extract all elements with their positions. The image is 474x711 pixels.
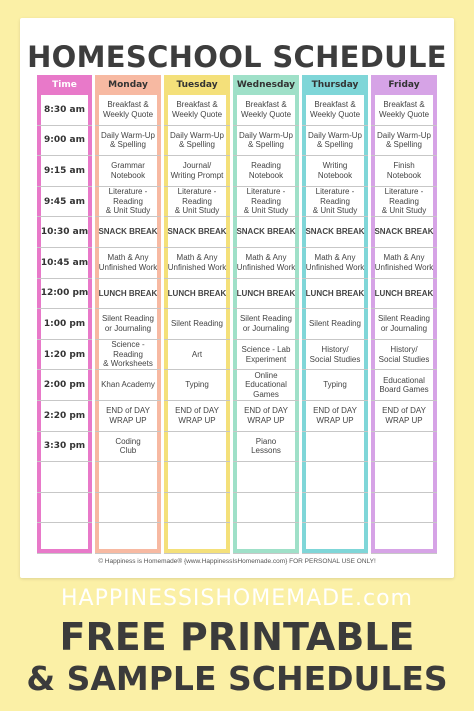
schedule-cell-wednesday: Piano Lessons	[233, 432, 299, 463]
time-cell: 8:30 am	[37, 95, 92, 126]
schedule-cell-monday	[95, 493, 161, 524]
schedule-cell-monday: Literature - Reading & Unit Study	[95, 187, 161, 218]
schedule-cell-wednesday: Literature - Reading & Unit Study	[233, 187, 299, 218]
schedule-cell-monday: LUNCH BREAK	[95, 279, 161, 310]
schedule-card	[20, 18, 454, 578]
schedule-cell-friday	[371, 432, 437, 463]
schedule-cell-friday: SNACK BREAK	[371, 217, 437, 248]
schedule-cell-thursday	[302, 493, 368, 524]
schedule-cell-wednesday: Math & Any Unfinished Work	[233, 248, 299, 279]
schedule-cell-wednesday	[233, 462, 299, 493]
column-header-tuesday: Tuesday	[164, 75, 230, 95]
schedule-cell-friday: Educational Board Games	[371, 370, 437, 401]
copyright-note: © Happiness is Homemade® {www.HappinessIsHomemade.com} FOR PERSONAL USE ONLY!	[98, 558, 376, 565]
schedule-cell-thursday: Writing Notebook	[302, 156, 368, 187]
schedule-cell-monday: Daily Warm-Up & Spelling	[95, 126, 161, 157]
schedule-cell-wednesday: SNACK BREAK	[233, 217, 299, 248]
schedule-cell-thursday: SNACK BREAK	[302, 217, 368, 248]
schedule-cell-friday	[371, 493, 437, 524]
schedule-cell-tuesday: Typing	[164, 370, 230, 401]
schedule-cell-friday: Math & Any Unfinished Work	[371, 248, 437, 279]
schedule-cell-monday: Math & Any Unfinished Work	[95, 248, 161, 279]
schedule-cell-friday: Finish Notebook	[371, 156, 437, 187]
schedule-cell-friday: Breakfast & Weekly Quote	[371, 95, 437, 126]
schedule-cell-wednesday	[233, 523, 299, 554]
schedule-cell-tuesday: SNACK BREAK	[164, 217, 230, 248]
schedule-cell-friday: LUNCH BREAK	[371, 279, 437, 310]
schedule-cell-monday: SNACK BREAK	[95, 217, 161, 248]
schedule-cell-thursday: Typing	[302, 370, 368, 401]
schedule-cell-friday: History/ Social Studies	[371, 340, 437, 371]
schedule-cell-tuesday: Breakfast & Weekly Quote	[164, 95, 230, 126]
time-cell: 10:30 am	[37, 217, 92, 248]
schedule-cell-wednesday	[233, 493, 299, 524]
schedule-cell-monday: Silent Reading or Journaling	[95, 309, 161, 340]
schedule-cell-monday: Khan Academy	[95, 370, 161, 401]
schedule-cell-monday: END of DAY WRAP UP	[95, 401, 161, 432]
schedule-cell-monday: Science - Reading & Worksheets	[95, 340, 161, 371]
schedule-cell-thursday: Daily Warm-Up & Spelling	[302, 126, 368, 157]
schedule-cell-friday: END of DAY WRAP UP	[371, 401, 437, 432]
schedule-cell-tuesday: Journal/ Writing Prompt	[164, 156, 230, 187]
time-cell	[37, 523, 92, 554]
time-cell: 2:00 pm	[37, 370, 92, 401]
schedule-cell-tuesday	[164, 493, 230, 524]
schedule-cell-friday: Literature - Reading & Unit Study	[371, 187, 437, 218]
schedule-table	[37, 75, 437, 554]
schedule-cell-friday: Daily Warm-Up & Spelling	[371, 126, 437, 157]
schedule-cell-friday	[371, 462, 437, 493]
banner-line-2: & SAMPLE SCHEDULES	[26, 659, 448, 698]
schedule-cell-tuesday: Literature - Reading & Unit Study	[164, 187, 230, 218]
schedule-cell-thursday	[302, 462, 368, 493]
time-cell: 1:20 pm	[37, 340, 92, 371]
schedule-cell-wednesday: LUNCH BREAK	[233, 279, 299, 310]
schedule-cell-monday: Coding Club	[95, 432, 161, 463]
schedule-cell-monday: Grammar Notebook	[95, 156, 161, 187]
schedule-cell-monday: Breakfast & Weekly Quote	[95, 95, 161, 126]
time-cell: 2:20 pm	[37, 401, 92, 432]
schedule-cell-thursday: Math & Any Unfinished Work	[302, 248, 368, 279]
time-cell: 12:00 pm	[37, 279, 92, 310]
schedule-cell-thursday: Breakfast & Weekly Quote	[302, 95, 368, 126]
schedule-cell-wednesday: Breakfast & Weekly Quote	[233, 95, 299, 126]
schedule-cell-tuesday: LUNCH BREAK	[164, 279, 230, 310]
time-cell: 10:45 am	[37, 248, 92, 279]
time-cell: 1:00 pm	[37, 309, 92, 340]
time-cell: 3:30 pm	[37, 432, 92, 463]
schedule-cell-friday	[371, 523, 437, 554]
schedule-cell-wednesday: Online Educational Games	[233, 370, 299, 401]
column-header-time: Time	[37, 75, 92, 95]
schedule-cell-wednesday: Silent Reading or Journaling	[233, 309, 299, 340]
column-header-thursday: Thursday	[302, 75, 368, 95]
schedule-cell-wednesday: Daily Warm-Up & Spelling	[233, 126, 299, 157]
page-title: HOMESCHOOL SCHEDULE	[27, 40, 447, 74]
schedule-cell-wednesday: END of DAY WRAP UP	[233, 401, 299, 432]
schedule-cell-tuesday: Silent Reading	[164, 309, 230, 340]
time-cell: 9:15 am	[37, 156, 92, 187]
schedule-cell-tuesday: Math & Any Unfinished Work	[164, 248, 230, 279]
schedule-cell-tuesday	[164, 462, 230, 493]
schedule-cell-thursday: END of DAY WRAP UP	[302, 401, 368, 432]
schedule-cell-thursday	[302, 523, 368, 554]
schedule-cell-thursday	[302, 432, 368, 463]
time-cell	[37, 493, 92, 524]
website-url: HAPPINESSISHOMEMADE.com	[61, 586, 413, 611]
schedule-cell-tuesday	[164, 432, 230, 463]
schedule-cell-monday	[95, 462, 161, 493]
schedule-cell-thursday: LUNCH BREAK	[302, 279, 368, 310]
time-cell: 9:45 am	[37, 187, 92, 218]
schedule-cell-tuesday: Daily Warm-Up & Spelling	[164, 126, 230, 157]
column-header-wednesday: Wednesday	[233, 75, 299, 95]
time-cell	[37, 462, 92, 493]
time-cell: 9:00 am	[37, 126, 92, 157]
schedule-cell-thursday: History/ Social Studies	[302, 340, 368, 371]
schedule-cell-thursday: Literature - Reading & Unit Study	[302, 187, 368, 218]
schedule-cell-friday: Silent Reading or Journaling	[371, 309, 437, 340]
schedule-cell-wednesday: Reading Notebook	[233, 156, 299, 187]
column-header-friday: Friday	[371, 75, 437, 95]
schedule-cell-tuesday: END of DAY WRAP UP	[164, 401, 230, 432]
schedule-cell-thursday: Silent Reading	[302, 309, 368, 340]
column-header-monday: Monday	[95, 75, 161, 95]
schedule-cell-tuesday: Art	[164, 340, 230, 371]
schedule-cell-tuesday	[164, 523, 230, 554]
schedule-cell-monday	[95, 523, 161, 554]
schedule-cell-wednesday: Science - Lab Experiment	[233, 340, 299, 371]
banner-line-1: FREE PRINTABLE	[59, 615, 415, 659]
